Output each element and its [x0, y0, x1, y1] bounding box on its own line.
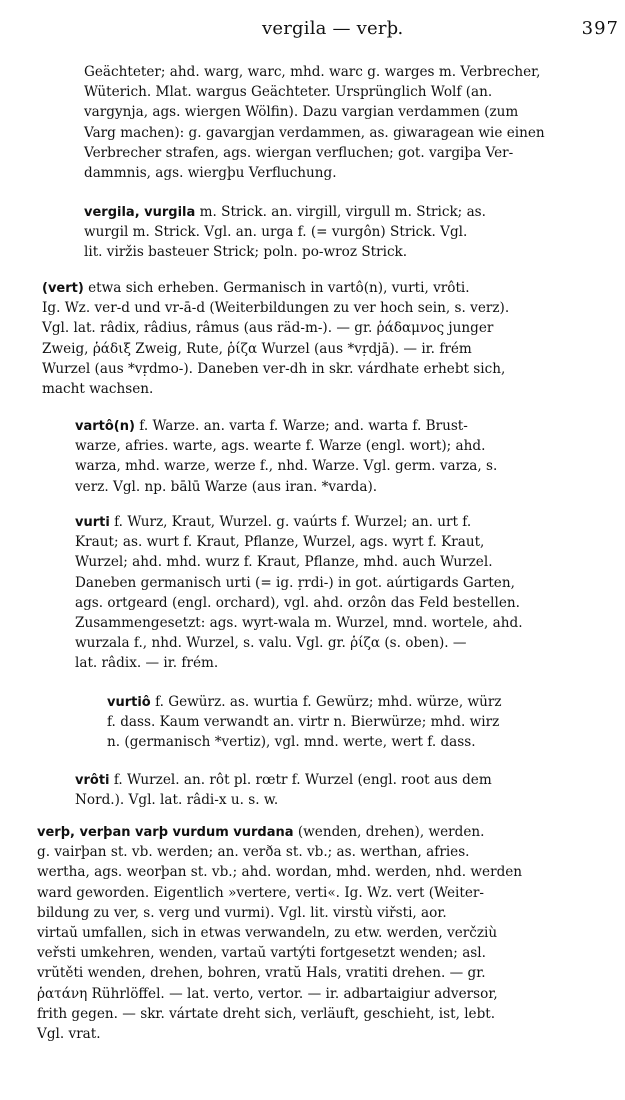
- entry-line: vargynja, ags. wiergen Wölfin). Dazu vargian verdammen (zum: [84, 104, 519, 121]
- entry-line: lit. viržis basteuer Strick; poln. po-wroz Strick.: [84, 244, 408, 261]
- headword: (vert): [42, 281, 84, 296]
- entry-first-line: [37, 822, 522, 842]
- entry-line: Daneben germanisch urti (= ig. ṛrdi-) in got. aúrtigards Garten,: [75, 574, 515, 591]
- entry-line: ward geworden. Eigentlich »vertere, verti«. Ig. Wz. vert (Weiter-: [37, 884, 484, 901]
- entry-line: lat. râdix. — ir. frém.: [75, 655, 219, 672]
- headword: verþ, verþan varþ vurdum vurdana: [37, 825, 294, 840]
- entry-line: macht wachsen.: [42, 380, 154, 397]
- entry-line: ags. ortgeard (engl. orchard), vgl. ahd. orzôn das Feld bestellen.: [75, 594, 520, 611]
- headword: vurti: [75, 515, 110, 530]
- entry-line-text: f. Warze. an. varta f. Warze; and. warta f. Brust-: [134, 418, 468, 434]
- headword: vurtiô: [107, 695, 151, 710]
- entry-line: Nord.). Vgl. lat. râdi-x u. s. w.: [75, 792, 279, 809]
- entry-line: Kraut; as. wurt f. Kraut, Pflanze, Wurzel, ags. wyrt f. Kraut,: [75, 534, 485, 551]
- entry-line-text: f. Wurz, Kraut, Wurzel. g. vaúrts f. Wurzel; an. urt f.: [109, 514, 472, 530]
- entry-line: wurgil m. Strick. Vgl. an. urga f. (= vurgôn) Strick. Vgl.: [84, 224, 468, 241]
- entry-line: Zweig, ῥάδιξ Zweig, Rute, ῥίζα Wurzel (aus *vṛdjā). — ir. frém: [42, 340, 472, 357]
- entry-first-line: [75, 416, 497, 436]
- entry-line: virtaŭ umfallen, sich in etwas verwandeln, zu etw. werden, verčziù: [37, 924, 498, 941]
- entry-vurti: [75, 512, 523, 674]
- entry-vroti: [75, 770, 492, 810]
- entry-line-text: (wenden, drehen), werden.: [293, 824, 485, 840]
- entry-line: Vgl. lat. râdix, râdius, râmus (aus räd-m-). — gr. ῥάδαμνος junger: [42, 320, 494, 337]
- entry-line: wurzala f., nhd. Wurzel, s. valu. Vgl. gr. ῥίζα (s. oben). —: [75, 635, 467, 652]
- entry-line: frith gegen. — skr. vártate dreht sich, verläuft, geschieht, ist, lebt.: [37, 1005, 496, 1022]
- entry-first-line: [84, 202, 486, 222]
- entry-first-line: [107, 692, 502, 712]
- entry-line: ῥατάνη Rührlöffel. — lat. verto, vertor. — ir. adbartaigiur adversor,: [37, 985, 498, 1002]
- entry-line: warze, afries. warte, ags. wearte f. Warze (engl. wort); ahd.: [75, 438, 486, 455]
- headword: vrôti: [75, 773, 110, 788]
- entry-line-text: f. Gewürz. as. wurtia f. Gewürz; mhd. würze, würz: [150, 694, 502, 710]
- entry-line: warza, mhd. warze, werze f., nhd. Warze. Vgl. germ. varza, s.: [75, 458, 498, 475]
- entry-line: Zusammengesetzt: ags. wyrt-wala m. Wurzel, mnd. wortele, ahd.: [75, 614, 523, 631]
- entry-verth: [37, 822, 522, 1044]
- headword: vergila, vurgila: [84, 205, 196, 220]
- entry-varton: [75, 416, 497, 497]
- page-number: 397: [581, 18, 619, 39]
- entry-line: g. vairþan st. vb. werden; an. verða st. vb.; as. werthan, afries.: [37, 844, 470, 861]
- entry-line: Ig. Wz. ver-d und vr-ā-d (Weiterbildungen zu ver hoch sein, s. verz).: [42, 300, 510, 317]
- entry-vergila: [84, 202, 486, 263]
- entry-line: dammnis, ags. wiergþu Verfluchung.: [84, 164, 337, 181]
- entry-line: veřsti umkehren, wenden, vartaŭ vartýti fortgesetzt wenden; asl.: [37, 945, 486, 962]
- entry-line: Geächteter; ahd. warg, warc, mhd. warc g. warges m. Verbrecher,: [84, 64, 541, 80]
- entry-line: n. (germanisch *vertiz), vgl. mnd. werte, wert f. dass.: [107, 734, 476, 751]
- entry-first-line: [75, 512, 523, 532]
- entry-line-text: etwa sich erheben. Germanisch in vartô(n), vurti, vrôti.: [83, 280, 470, 296]
- entry-line: Vgl. vrat.: [37, 1025, 101, 1042]
- entry-line: Varg machen): g. gavargjan verdammen, as. giwaragean wie einen: [84, 124, 545, 141]
- entry-line-text: f. Wurzel. an. rôt pl. rœtr f. Wurzel (engl. root aus dem: [109, 772, 492, 788]
- entry-line: bildung zu ver, s. verg und vurmi). Vgl. lit. virstù viřsti, aor.: [37, 904, 447, 921]
- entry-line: wertha, ags. weorþan st. vb.; ahd. wordan, mhd. werden, nhd. werden: [37, 864, 523, 881]
- entry-vert: [42, 278, 509, 399]
- entry-line: f. dass. Kaum verwandt an. virtr n. Bierwürze; mhd. wirz: [107, 714, 500, 731]
- entry-line: Verbrecher strafen, ags. wiergan verfluchen; got. vargiþa Ver-: [84, 144, 514, 161]
- entry-line: Wurzel (aus *vṛdmo-). Daneben ver-dh in skr. várdhate erhebt sich,: [42, 360, 506, 377]
- entry-line: Wurzel; ahd. mhd. wurz f. Kraut, Pflanze, mhd. auch Wurzel.: [75, 554, 493, 571]
- entry-first-line: [42, 278, 509, 298]
- running-head: vergila — verþ.: [262, 18, 404, 39]
- entry-line: verz. Vgl. np. bālū Warze (aus iran. *varda).: [75, 478, 378, 495]
- page-header: [0, 18, 625, 48]
- entry-vurtio: [107, 692, 502, 753]
- entry-first-line: [75, 770, 492, 790]
- entry-line: vrŭtěti wenden, drehen, bohren, vratŭ Hals, vratiti drehen. — gr.: [37, 965, 486, 982]
- headword: vartô(n): [75, 419, 135, 434]
- entry-line-text: m. Strick. an. virgill, virgull m. Strick; as.: [195, 204, 486, 220]
- entry-line: Wüterich. Mlat. wargus Geächteter. Ursprünglich Wolf (an.: [84, 84, 493, 101]
- entry-continuation: [84, 62, 545, 183]
